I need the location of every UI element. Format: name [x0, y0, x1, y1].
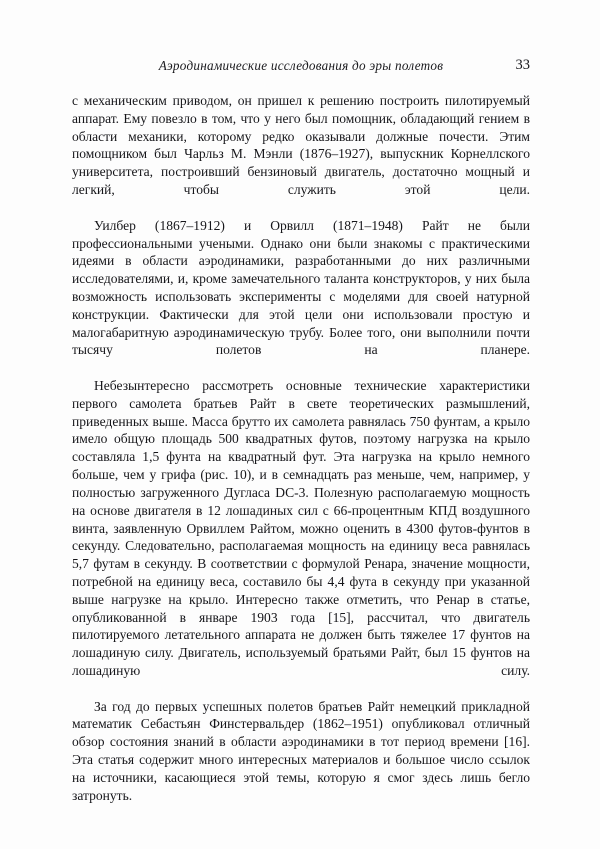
paragraph: Небезынтересно рассмотреть основные технические характеристики первого самолета братьев Райт в свете теоретических размышлений, приведенных выше. Масса брутто их самолета равнялась 750 фунтам, а крыло имело общую площадь 500 квадратных футов, поэтому нагрузка на крыло составляла 1,5 фунта на квадратный фут. Эта нагрузка на крыло немного больше, чем у грифа (рис. 10), и в семнадцать раз меньше, чем, например, у полностью загруженного Дугласа DC-3. Полезную располагаемую мощность на основе двигателя в 12 лошадиных сил с 66-процентным КПД воздушного винта, заявленную Орвиллем Райтом, можно оценить в 4300 футов-фунтов в секунду. Следовательно, располагаемая мощность на единицу веса равнялась 5,7 футам в секунду. В соответствии с формулой Ренара, значение мощности, потребной на единицу веса, составило бы 4,4 фута в секунду при указанной выше нагрузке на крыло. Интересно также отметить, что Ренар в статье, опубликованной в январе 1903 года [15], рассчитал, что двигатель пилотируемого летательного аппарата не должен быть тяжелее 17 фунтов на лошадиную силу. Двигатель, используемый братьями Райт, был 15 фунтов на лошадиную силу.: [72, 378, 530, 678]
body-text-block: [72, 92, 530, 822]
paragraph: За год до первых успешных полетов братьев Райт немецкий прикладной математик Себастьян Финстервальдер (1862–1951) опубликовал отличный обзор состояния знаний в области аэродинамики в тот период времени [16]. Эта статья содержит много интересных материалов и большое число ссылок на источники, касающиеся этой темы, которую я смог здесь лишь бегло затронуть.: [72, 698, 530, 803]
page-number: 33: [515, 57, 530, 73]
paragraph: Уилбер (1867–1912) и Орвилл (1871–1948) Райт не были профессиональными учеными. Однако они были знакомы с практическими идеями в области аэродинамики, разработанными до них различными исследователями, и, кроме замечательного таланта конструкторов, у них была возможность использовать эксперименты с моделями для своей натурной конструкции. Фактически для этой цели они использовали простую и малогабаритную аэродинамическую трубу. Более того, они выполнили почти тысячу полетов на планере.: [72, 217, 530, 358]
paragraph: с механическим приводом, он пришел к решению построить пилотируемый аппарат. Ему повезло в том, что у него был помощник, обладающий гением в области механики, которому редко оказывали должные почести. Этим помощником был Чарльз М. Мэнли (1876–1927), выпускник Корнеллского университета, построивший бензиновый двигатель, достаточно мощный и легкий, чтобы служить этой цели.: [72, 93, 530, 198]
running-head: [72, 58, 530, 80]
running-head-title: Аэродинамические исследования до эры полетов: [158, 58, 444, 73]
